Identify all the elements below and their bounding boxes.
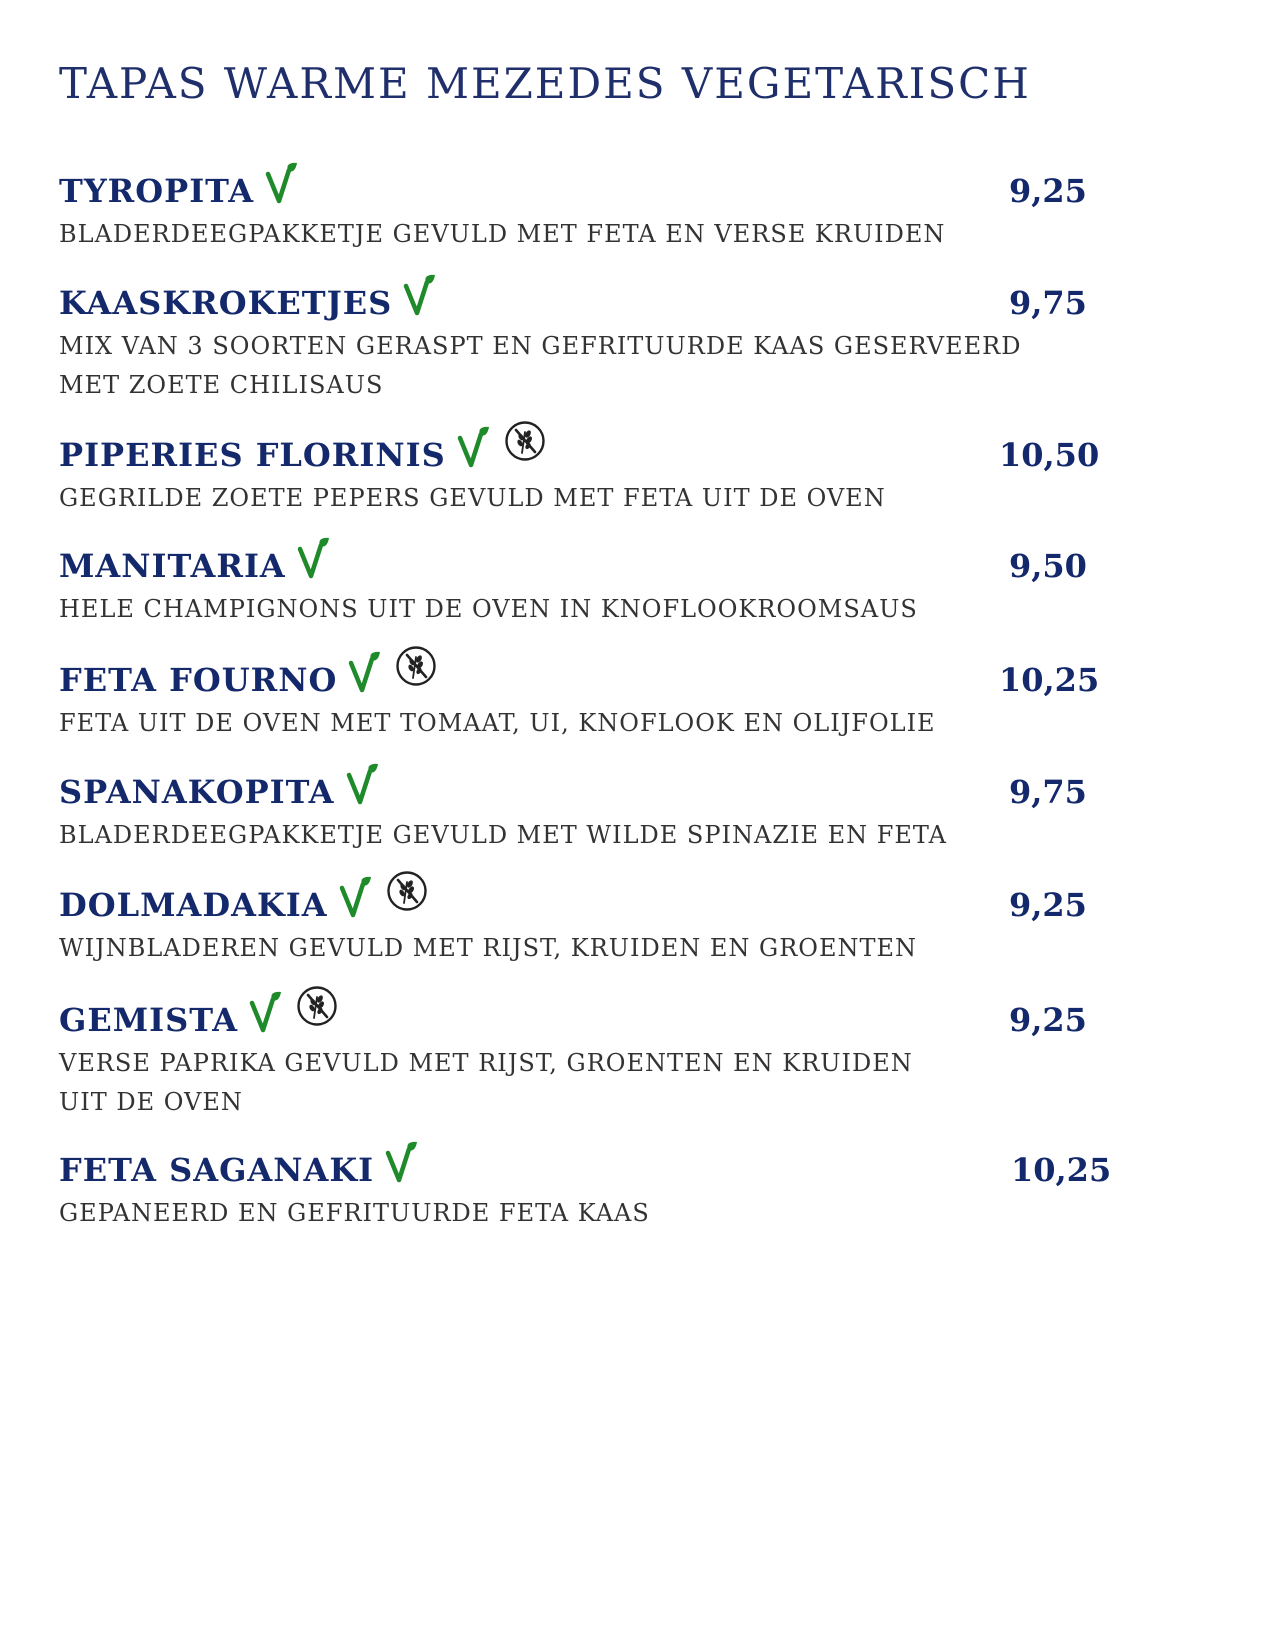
vegetarian-icon	[296, 537, 332, 579]
menu-item	[59, 993, 1179, 1122]
menu-item-description	[59, 929, 1179, 968]
gluten-free-icon	[386, 870, 428, 912]
menu-item-description	[59, 816, 1179, 855]
menu-item-description-line: GEPANEERD EN GEFRITUURDE FETA KAAS	[59, 1199, 650, 1227]
menu-item-name: KAASKROKETJES	[59, 284, 393, 322]
menu-item-description-line: GEGRILDE ZOETE PEPERS GEVULD MET FETA UIT DE OVEN	[59, 484, 886, 512]
menu-item-header	[59, 1143, 1179, 1193]
diet-icons	[402, 274, 438, 316]
menu-item-name-row	[59, 543, 332, 585]
menu-item-description	[59, 215, 1179, 254]
menu-item-price: 10,25	[1011, 1151, 1112, 1189]
vegetarian-icon	[264, 162, 300, 204]
menu-item-name: SPANAKOPITA	[59, 773, 335, 811]
menu-item-name: MANITARIA	[59, 547, 286, 585]
vegetarian-icon	[248, 991, 284, 1033]
menu-item-description-line: WIJNBLADEREN GEVULD MET RIJST, KRUIDEN EN GROENTEN	[59, 934, 918, 962]
diet-icons	[384, 1141, 420, 1183]
vegetarian-icon	[338, 876, 374, 918]
menu-item	[59, 539, 1179, 629]
menu-item-description-line: VERSE PAPRIKA GEVULD MET RIJST, GROENTEN EN KRUIDEN	[59, 1049, 913, 1077]
diet-icons	[345, 763, 381, 805]
menu-item-name-row	[59, 432, 546, 474]
menu-item-name: TYROPITA	[59, 172, 255, 210]
diet-icons	[338, 876, 428, 918]
menu-item-name-row	[59, 657, 437, 699]
menu-item-name: FETA SAGANAKI	[59, 1151, 375, 1189]
menu-item-description	[59, 327, 1179, 405]
menu-item-description	[59, 704, 1179, 743]
vegetarian-icon	[402, 274, 438, 316]
menu-item-header	[59, 164, 1179, 214]
menu-item-name: FETA FOURNO	[59, 661, 338, 699]
diet-icons	[456, 426, 546, 468]
menu-item-name-row	[59, 168, 300, 210]
menu-item-price: 10,25	[999, 661, 1100, 699]
menu-item-name: PIPERIES FLORINIS	[59, 436, 446, 474]
menu-item-description-line: UIT DE OVEN	[59, 1088, 243, 1116]
menu-item	[59, 653, 1179, 743]
vegetarian-icon	[347, 651, 383, 693]
menu-item-header	[59, 765, 1179, 815]
vegetarian-icon	[384, 1141, 420, 1183]
gluten-free-icon	[395, 645, 437, 687]
menu-item-price: 10,50	[999, 436, 1100, 474]
menu-item-name-row	[59, 1147, 420, 1189]
gluten-free-icon	[504, 420, 546, 462]
menu-item-description	[59, 590, 1179, 629]
vegetarian-icon	[345, 763, 381, 805]
menu-item-name-row	[59, 882, 428, 924]
menu-item-description-line: MIX VAN 3 SOORTEN GERASPT EN GEFRITUURDE KAAS GESERVEERD	[59, 332, 1022, 360]
menu-item-price: 9,25	[1009, 172, 1087, 210]
page-title: TAPAS WARME MEZEDES VEGETARISCH	[59, 59, 1031, 108]
menu-item-header	[59, 878, 1179, 928]
menu-item-description	[59, 479, 1179, 518]
menu-item-description	[59, 1044, 1179, 1122]
menu-item-name: DOLMADAKIA	[59, 886, 328, 924]
diet-icons	[296, 537, 332, 579]
menu-item	[59, 428, 1179, 518]
diet-icons	[347, 651, 437, 693]
menu-item-name-row	[59, 997, 338, 1039]
menu-item-description-line: FETA UIT DE OVEN MET TOMAAT, UI, KNOFLOOK EN OLIJFOLIE	[59, 709, 936, 737]
menu-item-price: 9,50	[1009, 547, 1087, 585]
menu-item-name-row	[59, 769, 381, 811]
menu-item-header	[59, 276, 1179, 326]
menu-item-header	[59, 653, 1179, 703]
gluten-free-icon	[296, 985, 338, 1027]
menu-item	[59, 276, 1179, 405]
menu-item-price: 9,75	[1009, 773, 1087, 811]
menu-item-name-row	[59, 280, 438, 322]
menu-item	[59, 164, 1179, 254]
menu-item-description-line: BLADERDEEGPAKKETJE GEVULD MET FETA EN VERSE KRUIDEN	[59, 220, 946, 248]
menu-item	[59, 878, 1179, 968]
diet-icons	[248, 991, 338, 1033]
menu-item-header	[59, 428, 1179, 478]
menu-item	[59, 765, 1179, 855]
menu-item-price: 9,25	[1009, 886, 1087, 924]
menu-item-description-line: MET ZOETE CHILISAUS	[59, 371, 384, 399]
diet-icons	[264, 162, 300, 204]
menu-item-price: 9,75	[1009, 284, 1087, 322]
vegetarian-icon	[456, 426, 492, 468]
menu-item-description-line: HELE CHAMPIGNONS UIT DE OVEN IN KNOFLOOKROOMSAUS	[59, 595, 918, 623]
menu-item-description-line: BLADERDEEGPAKKETJE GEVULD MET WILDE SPINAZIE EN FETA	[59, 821, 947, 849]
menu-item-description	[59, 1194, 1179, 1233]
menu-item-name: GEMISTA	[59, 1001, 239, 1039]
menu-item-price: 9,25	[1009, 1001, 1087, 1039]
menu-item	[59, 1143, 1179, 1233]
menu-item-header	[59, 539, 1179, 589]
menu-item-header	[59, 993, 1179, 1043]
